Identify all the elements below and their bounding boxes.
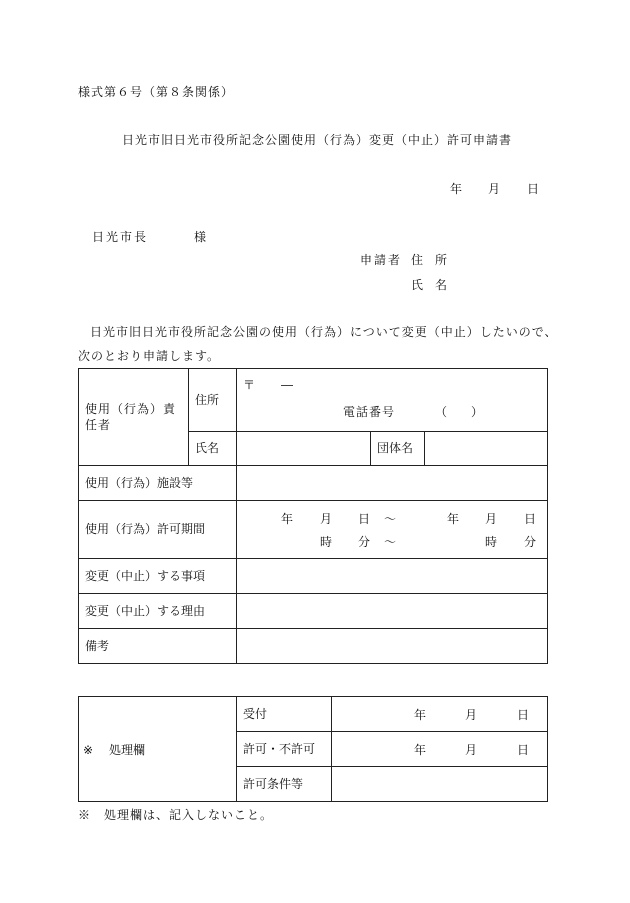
permission-date-field[interactable] xyxy=(332,732,548,767)
change-reason-field[interactable] xyxy=(237,594,548,629)
phone-parens: （ ） xyxy=(435,405,484,419)
group-label-cell xyxy=(371,432,425,466)
applicant-label: 申請者 xyxy=(360,253,403,267)
change-matter-label-cell xyxy=(79,559,237,594)
responsible-address-row xyxy=(79,369,548,432)
permission-month: 月 xyxy=(465,743,478,757)
received-year: 年 xyxy=(414,708,427,722)
facility-label: 使用（行為）施設等 xyxy=(85,475,194,490)
period-start-minute: 分 xyxy=(358,535,371,549)
processing-label: 処理欄 xyxy=(109,743,146,757)
name-label: 氏名 xyxy=(195,441,220,456)
postal-mark: 〒 xyxy=(243,378,256,392)
address-label-cell xyxy=(189,369,237,432)
processing-mark: ※ xyxy=(83,743,94,757)
addressee-name: 日光市長 xyxy=(92,230,149,244)
address-label: 住所 xyxy=(195,392,220,407)
remarks-label-cell xyxy=(79,629,237,664)
change-matter-label: 変更（中止）する事項 xyxy=(85,568,206,583)
period-start-hour: 時 xyxy=(320,535,333,549)
period-end-hour: 時 xyxy=(485,535,498,549)
period-start-day: 日 xyxy=(358,512,371,526)
period-label-cell xyxy=(79,501,237,559)
phone-label: 電話番号 xyxy=(343,405,396,419)
facility-field[interactable] xyxy=(237,466,548,501)
permission-day: 日 xyxy=(517,743,530,757)
facility-row xyxy=(79,466,548,501)
applicant-name-label: 氏 名 xyxy=(411,278,448,292)
postal-dash: ― xyxy=(281,378,293,392)
period-end-year: 年 xyxy=(447,512,460,526)
group-label: 団体名 xyxy=(377,441,414,456)
body-text-line1: 日光市旧日光市役所記念公園の使用（行為）について変更（中止）したいので、 xyxy=(90,325,558,339)
facility-label-cell xyxy=(79,466,237,501)
date-year-label: 年 xyxy=(450,182,463,196)
period-start-month: 月 xyxy=(320,512,333,526)
name-field[interactable] xyxy=(237,432,371,466)
date-day-label: 日 xyxy=(527,182,540,196)
processing-label-cell xyxy=(79,697,237,802)
body-text-line2: 次のとおり申請します。 xyxy=(78,349,221,363)
period-label: 使用（行為）許可期間 xyxy=(85,522,206,537)
received-label: 受付 xyxy=(243,706,268,721)
received-day: 日 xyxy=(517,708,530,722)
period-row xyxy=(79,501,548,559)
period-tilde1: ～ xyxy=(384,512,397,526)
period-tilde2: ～ xyxy=(384,535,397,549)
remarks-field[interactable] xyxy=(237,629,548,664)
responsible-label-cell xyxy=(79,369,189,466)
permission-label-cell xyxy=(237,732,332,767)
received-row xyxy=(79,697,548,732)
address-field[interactable] xyxy=(237,369,548,432)
application-table xyxy=(78,368,548,664)
permission-label: 許可・不許可 xyxy=(243,741,316,756)
change-reason-row xyxy=(79,594,548,629)
period-end-day: 日 xyxy=(524,512,537,526)
change-matter-field[interactable] xyxy=(237,559,548,594)
change-reason-label: 変更（中止）する理由 xyxy=(85,603,206,618)
change-reason-label-cell xyxy=(79,594,237,629)
period-field[interactable] xyxy=(237,501,548,559)
addressee-honorific: 様 xyxy=(194,230,207,244)
form-title: 日光市旧日光市役所記念公園使用（行為）変更（中止）許可申請書 xyxy=(122,133,513,147)
period-start-year: 年 xyxy=(281,512,294,526)
conditions-label-cell xyxy=(237,767,332,802)
processing-table xyxy=(78,696,548,802)
form-number: 様式第６号（第８条関係） xyxy=(78,85,235,99)
applicant-address-label: 住 所 xyxy=(411,253,448,267)
date-month-label: 月 xyxy=(488,182,501,196)
period-end-month: 月 xyxy=(485,512,498,526)
received-date-field[interactable] xyxy=(332,697,548,732)
received-month: 月 xyxy=(465,708,478,722)
conditions-label: 許可条件等 xyxy=(243,776,304,791)
conditions-field[interactable] xyxy=(332,767,548,802)
group-field[interactable] xyxy=(425,432,548,466)
responsible-label: 使用（行為）責任者 xyxy=(85,401,177,432)
received-label-cell xyxy=(237,697,332,732)
name-label-cell xyxy=(189,432,237,466)
change-matter-row xyxy=(79,559,548,594)
period-end-minute: 分 xyxy=(524,535,537,549)
remarks-row xyxy=(79,629,548,664)
footnote: ※ 処理欄は、記入しないこと。 xyxy=(78,808,274,822)
permission-year: 年 xyxy=(414,743,427,757)
remarks-label: 備考 xyxy=(85,638,110,653)
